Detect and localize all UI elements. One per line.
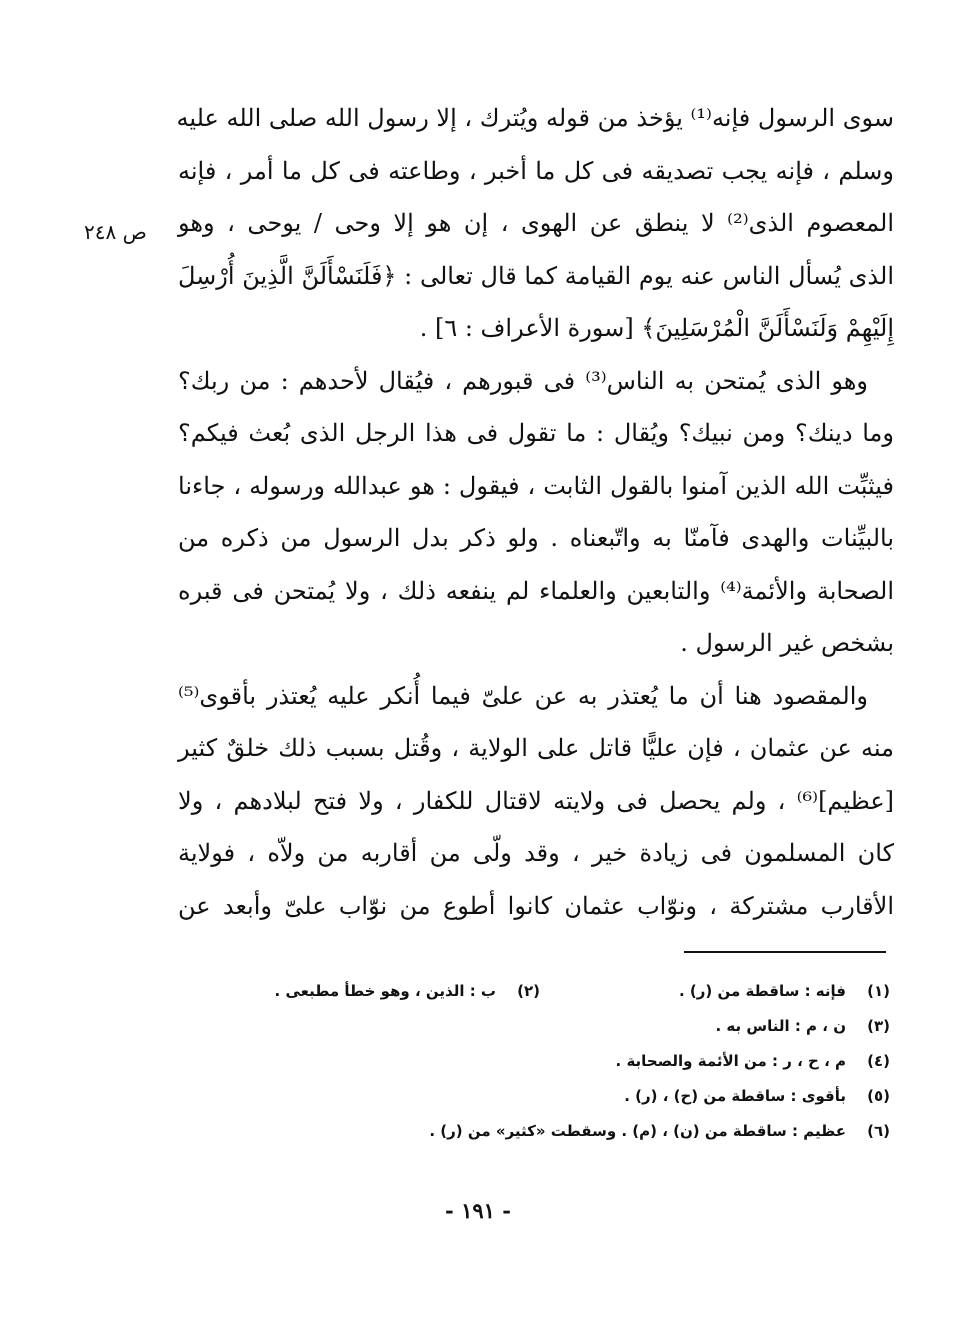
text-line: منه عن عثمان ، فإن عليًّا قاتل على الولاية ، وقُتل بسبب ذلك خلقٌ كثير [178, 734, 894, 762]
footnote-number: (٣) [867, 1017, 890, 1035]
main-text-block [178, 92, 894, 932]
text-line: وهو الذى يُمتحن به الناس⁽³⁾ فى قبورهم ، فيُقال لأحدهم : من ربك؟ [178, 366, 869, 395]
page-number: - ١٩١ - [445, 1198, 511, 1223]
footnote-6 [290, 1114, 890, 1149]
footnote-row [190, 1114, 890, 1149]
footnote-number: (٥) [867, 1087, 890, 1105]
text-line: وما دينك؟ ومن نبيك؟ ويُقال : ما تقول فى هذا الرجل الذى بُعث فيكم؟ [178, 419, 895, 447]
text-line: الذى يُسأل الناس عنه يوم القيامة كما قال تعالى : ﴿فَلَنَسْأَلَنَّ الَّذِينَ أُرْسِلَ [178, 261, 894, 290]
footnote-row [190, 1079, 890, 1114]
text-line: بالبيِّنات والهدى فآمنّا به واتّبعناه . ولو ذكر بدل الرسول من ذكره من [178, 524, 894, 552]
footnote-separator [684, 951, 886, 953]
footnote-number: (٤) [867, 1052, 890, 1070]
text-line: الأقارب مشتركة ، ونوّاب عثمان كانوا أطوع من نوّاب علىّ وأبعد عن [178, 891, 894, 920]
footnote-text: بأقوى : ساقطة من (ح) ، (ر) . [624, 1087, 846, 1105]
footnote-number: (٦) [867, 1122, 890, 1140]
footnote-3 [500, 1009, 890, 1044]
text-line: الصحابة والأئمة⁽⁴⁾ والتابعين والعلماء لم ينفعه ذلك ، ولا يُمتحن فى قبره [178, 576, 894, 605]
text-line: وسلم ، فإنه يجب تصديقه فى كل ما أخبر ، وطاعته فى كل ما أمر ، فإنه [178, 156, 894, 185]
footnote-row [190, 1009, 890, 1044]
footnote-5 [500, 1079, 890, 1114]
text-line: المعصوم الذى⁽²⁾ لا ينطق عن الهوى ، إن هو إلا وحى / يوحى ، وهو [178, 209, 895, 237]
footnote-text: ن ، م : الناس به . [715, 1017, 846, 1035]
text-line: إِلَيْهِمْ وَلَنَسْأَلَنَّ الْمُرْسَلِينَ﴾ [سورة الأعراف : ٦] . [419, 314, 894, 342]
footnote-text: فإنه : ساقطة من (ر) . [678, 982, 846, 1000]
footnote-number: (٢) [517, 982, 540, 1000]
text-line: فيثبِّت الله الذين آمنوا بالقول الثابت ، فيقول : هو عبدالله ورسوله ، جاءنا [178, 471, 894, 500]
text-line: سوى الرسول فإنه⁽¹⁾ يؤخذ من قوله ويُترك ، إلا رسول الله صلى الله عليه [176, 104, 894, 132]
footnote-1 [540, 974, 890, 1009]
text-line: [عظيم]⁽⁶⁾ ، ولم يحصل فى ولايته لاقتال للكفار ، ولا فتح لبلادهم ، ولا [178, 786, 895, 815]
margin-page-reference: ص ٢٤٨ [84, 220, 147, 244]
footnote-2 [190, 974, 540, 1009]
footnote-4 [500, 1044, 890, 1079]
footnote-text: ب : الذين ، وهو خطأ مطبعى . [274, 982, 496, 1000]
footnote-row [190, 1044, 890, 1079]
footnotes [190, 974, 890, 1149]
footnote-number: (١) [867, 982, 890, 1000]
text-line: والمقصود هنا أن ما يُعتذر به عن علىّ فيما أُنكر عليه يُعتذر بأقوى⁽⁵⁾ [178, 681, 868, 710]
footnote-row [190, 974, 890, 1009]
footnote-text: م ، ح ، ر : من الأئمة والصحابة . [615, 1052, 846, 1070]
text-line: كان المسلمون فى زيادة خير ، وقد ولّى من أقاربه من ولاّه ، فولاية [178, 839, 894, 867]
text-line: بشخص غير الرسول . [680, 629, 894, 657]
footnote-text: عظيم : ساقطة من (ن) ، (م) . وسقطت «كثير» من (ر) . [429, 1122, 846, 1140]
